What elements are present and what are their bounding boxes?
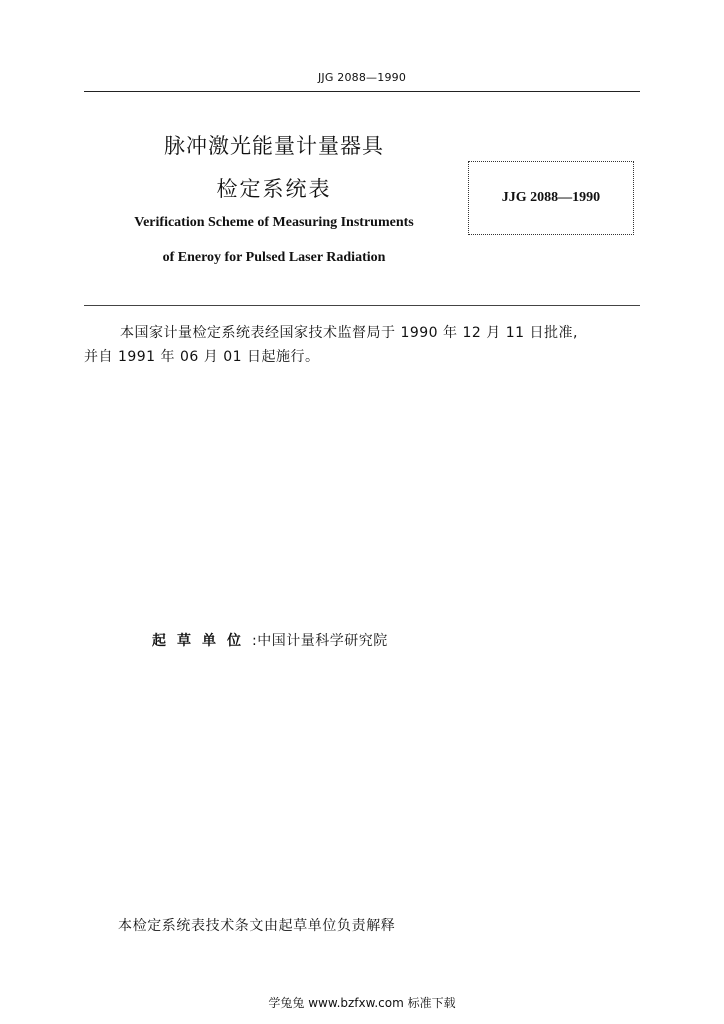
approval-text-line1: 本国家计量检定系统表经国家技术监督局于 1990 年 12 月 11 日批准,	[120, 325, 578, 341]
approval-text-line2: 并自 1991 年 06 月 01 日起施行。	[84, 349, 320, 365]
drafting-unit-value: :中国计量科学研究院	[252, 633, 388, 649]
drafting-unit-label: 起草单位	[152, 633, 252, 649]
standard-code-box	[468, 161, 634, 235]
interpretation-note: 本检定系统表技术条文由起草单位负责解释	[118, 918, 396, 934]
footer-watermark: 学兔兔 www.bzfxw.com 标准下载	[268, 996, 456, 1010]
title-english-line2: of Eneroy for Pulsed Laser Radiation	[162, 250, 386, 265]
drafting-unit	[152, 630, 388, 650]
standard-code-box-text: JJG 2088—1990	[501, 190, 601, 205]
header-divider	[84, 91, 640, 92]
title-divider	[84, 305, 640, 306]
title-chinese-line1: 脉冲激光能量计量器具	[164, 134, 384, 158]
title-english-line1: Verification Scheme of Measuring Instruments	[134, 215, 414, 230]
header-standard-code: JJG 2088—1990	[317, 71, 407, 84]
title-chinese-line2: 检定系统表	[216, 177, 332, 201]
